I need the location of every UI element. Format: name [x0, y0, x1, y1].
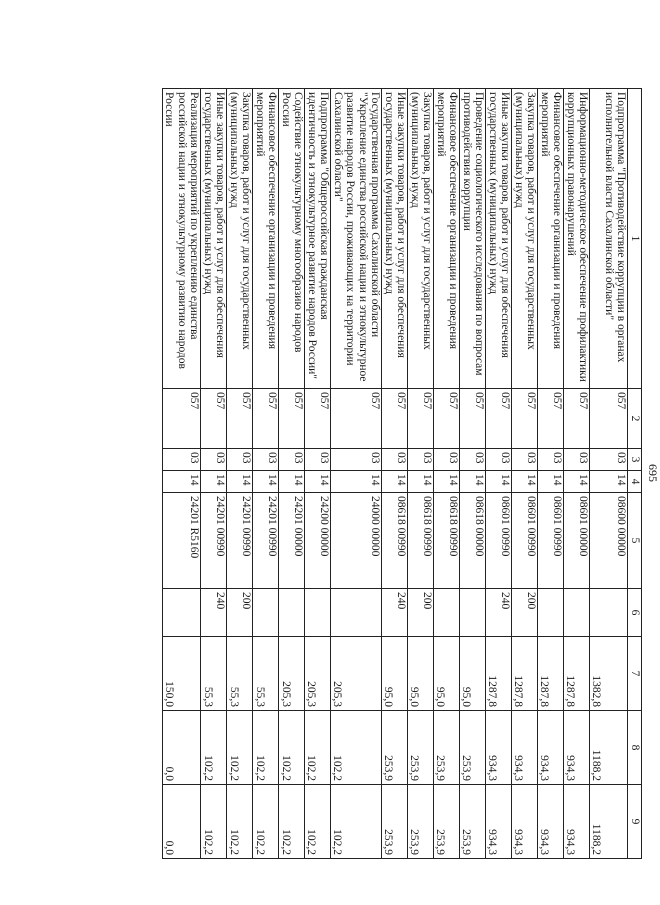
cell-amount-7: 55,3: [201, 637, 227, 711]
row-name: Подпрограмма "Противодействие коррупции в органах исполнительной власти Сахалинской области": [590, 89, 628, 389]
cell-amount-7: 1287,8: [564, 637, 590, 711]
cell-subsection: 14: [408, 471, 434, 493]
table-row: [564, 89, 590, 859]
cell-amount-9: 102,2: [201, 785, 227, 859]
row-name: Иные закупки товаров, работ и услуг для обеспечения государственных (муниципальных) нужд: [201, 89, 227, 389]
cell-subsection: 14: [253, 471, 279, 493]
cell-amount-8: 934,3: [486, 711, 512, 785]
cell-expense-type: [305, 589, 331, 637]
cell-amount-7: 1287,8: [486, 637, 512, 711]
row-name: Финансовое обеспечение организации и проведения мероприятий: [538, 89, 564, 389]
cell-amount-9: 102,2: [227, 785, 253, 859]
table-row: [331, 89, 382, 859]
cell-expense-type: 240: [382, 589, 408, 637]
row-name: Финансовое обеспечение организации и проведения мероприятий: [434, 89, 460, 389]
table-row: [227, 89, 253, 859]
cell-admin-code: 057: [512, 389, 538, 449]
cell-expense-type: 240: [486, 589, 512, 637]
cell-subsection: 14: [538, 471, 564, 493]
cell-subsection: 14: [564, 471, 590, 493]
cell-amount-7: 95,0: [434, 637, 460, 711]
cell-admin-code: 057: [201, 389, 227, 449]
cell-target-article: 08618 00990: [382, 493, 408, 589]
cell-section: 03: [382, 449, 408, 471]
cell-admin-code: 057: [460, 389, 486, 449]
cell-section: 03: [408, 449, 434, 471]
cell-section: 03: [331, 449, 382, 471]
cell-target-article: 24201 00000: [279, 493, 305, 589]
table-row: [382, 89, 408, 859]
cell-amount-9: 253,9: [408, 785, 434, 859]
cell-section: 03: [227, 449, 253, 471]
row-name: Информационно-методическое обеспечение профилактики коррупционных правонарушений: [564, 89, 590, 389]
cell-subsection: 14: [486, 471, 512, 493]
row-name: Закупка товаров, работ и услуг для государственных (муниципальных) нужд: [227, 89, 253, 389]
cell-admin-code: 057: [564, 389, 590, 449]
cell-expense-type: [434, 589, 460, 637]
cell-amount-7: 55,3: [253, 637, 279, 711]
cell-subsection: 14: [434, 471, 460, 493]
cell-target-article: 24201 00990: [227, 493, 253, 589]
cell-amount-8: 102,2: [253, 711, 279, 785]
cell-amount-7: 205,3: [305, 637, 331, 711]
header-cell: 9: [628, 785, 642, 859]
table-header-row: [628, 89, 642, 859]
cell-amount-8: 253,9: [434, 711, 460, 785]
rotated-page-content: [60, 88, 660, 858]
cell-amount-9: 102,2: [331, 785, 382, 859]
cell-amount-7: 1287,8: [512, 637, 538, 711]
header-cell: 6: [628, 589, 642, 637]
cell-amount-7: 150,0: [162, 637, 200, 711]
cell-amount-8: 102,2: [279, 711, 305, 785]
cell-subsection: 14: [331, 471, 382, 493]
table-row: [408, 89, 434, 859]
cell-target-article: 08600 00000: [590, 493, 628, 589]
cell-amount-9: 1188,2: [590, 785, 628, 859]
row-name: Иные закупки товаров, работ и услуг для обеспечения государственных (муниципальных) нужд: [486, 89, 512, 389]
cell-subsection: 14: [201, 471, 227, 493]
cell-subsection: 14: [512, 471, 538, 493]
cell-target-article: 24201 00990: [201, 493, 227, 589]
cell-section: 03: [538, 449, 564, 471]
cell-amount-9: 253,9: [460, 785, 486, 859]
cell-admin-code: 057: [227, 389, 253, 449]
cell-subsection: 14: [305, 471, 331, 493]
cell-amount-8: 253,9: [460, 711, 486, 785]
cell-subsection: 14: [460, 471, 486, 493]
cell-section: 03: [253, 449, 279, 471]
cell-expense-type: [331, 589, 382, 637]
cell-expense-type: [162, 589, 200, 637]
cell-amount-7: 1287,8: [538, 637, 564, 711]
cell-subsection: 14: [279, 471, 305, 493]
cell-section: 03: [434, 449, 460, 471]
cell-admin-code: 057: [590, 389, 628, 449]
table-row: [460, 89, 486, 859]
cell-admin-code: 057: [279, 389, 305, 449]
cell-amount-7: 55,3: [227, 637, 253, 711]
cell-amount-9: 934,3: [538, 785, 564, 859]
cell-admin-code: 057: [408, 389, 434, 449]
table-row: [590, 89, 628, 859]
cell-target-article: 24200 00000: [305, 493, 331, 589]
cell-expense-type: 240: [201, 589, 227, 637]
row-name: Финансовое обеспечение организации и проведения мероприятий: [253, 89, 279, 389]
cell-amount-8: 102,2: [227, 711, 253, 785]
row-name: Закупка товаров, работ и услуг для государственных (муниципальных) нужд: [512, 89, 538, 389]
cell-amount-8: 102,2: [331, 711, 382, 785]
cell-amount-8: 0,0: [162, 711, 200, 785]
table-row: [538, 89, 564, 859]
cell-amount-8: 1188,2: [590, 711, 628, 785]
cell-section: 03: [590, 449, 628, 471]
cell-admin-code: 057: [382, 389, 408, 449]
cell-amount-8: 253,9: [382, 711, 408, 785]
cell-amount-7: 95,0: [408, 637, 434, 711]
cell-subsection: 14: [227, 471, 253, 493]
cell-amount-9: 102,2: [253, 785, 279, 859]
cell-admin-code: 057: [486, 389, 512, 449]
cell-amount-9: 102,2: [279, 785, 305, 859]
table-row: [434, 89, 460, 859]
cell-section: 03: [512, 449, 538, 471]
cell-amount-9: 102,2: [305, 785, 331, 859]
cell-subsection: 14: [382, 471, 408, 493]
table-row: [253, 89, 279, 859]
cell-admin-code: 057: [305, 389, 331, 449]
row-name: Проведение социологического исследования по вопросам противодействия коррупции: [460, 89, 486, 389]
table-row: [512, 89, 538, 859]
cell-amount-9: 934,3: [564, 785, 590, 859]
cell-expense-type: [253, 589, 279, 637]
cell-amount-9: 0,0: [162, 785, 200, 859]
header-cell: 5: [628, 493, 642, 589]
header-cell: 3: [628, 449, 642, 471]
table-row: [279, 89, 305, 859]
header-cell: 7: [628, 637, 642, 711]
cell-amount-9: 934,3: [512, 785, 538, 859]
cell-subsection: 14: [162, 471, 200, 493]
cell-expense-type: 200: [512, 589, 538, 637]
cell-expense-type: [538, 589, 564, 637]
cell-section: 03: [460, 449, 486, 471]
cell-amount-9: 253,9: [434, 785, 460, 859]
header-cell: 8: [628, 711, 642, 785]
cell-target-article: 08601 00990: [486, 493, 512, 589]
cell-section: 03: [564, 449, 590, 471]
cell-target-article: 08601 00000: [564, 493, 590, 589]
row-name: Подпрограмма "Общероссийская гражданская идентичность и этнокультурное развитие народов России": [305, 89, 331, 389]
cell-section: 03: [486, 449, 512, 471]
cell-amount-9: 934,3: [486, 785, 512, 859]
cell-admin-code: 057: [253, 389, 279, 449]
cell-target-article: 08618 00990: [408, 493, 434, 589]
budget-table: [162, 88, 642, 859]
cell-subsection: 14: [590, 471, 628, 493]
header-cell: 1: [628, 89, 642, 389]
table-row: [486, 89, 512, 859]
page-number: 695: [646, 464, 660, 482]
header-cell: 4: [628, 471, 642, 493]
cell-target-article: 24000 00000: [331, 493, 382, 589]
cell-expense-type: [460, 589, 486, 637]
cell-amount-8: 102,2: [201, 711, 227, 785]
row-name: Содействие этнокультурному многообразию народов России: [279, 89, 305, 389]
cell-expense-type: [279, 589, 305, 637]
table-row: [201, 89, 227, 859]
cell-amount-7: 1382,8: [590, 637, 628, 711]
cell-expense-type: [564, 589, 590, 637]
cell-expense-type: 200: [408, 589, 434, 637]
header-cell: 2: [628, 389, 642, 449]
table-row: [162, 89, 200, 859]
cell-target-article: 24201 R5160: [162, 493, 200, 589]
cell-admin-code: 057: [538, 389, 564, 449]
cell-section: 03: [201, 449, 227, 471]
cell-amount-7: 205,3: [279, 637, 305, 711]
cell-section: 03: [279, 449, 305, 471]
cell-expense-type: 200: [227, 589, 253, 637]
cell-target-article: 08601 00990: [512, 493, 538, 589]
cell-amount-8: 934,3: [564, 711, 590, 785]
cell-section: 03: [305, 449, 331, 471]
cell-amount-8: 934,3: [512, 711, 538, 785]
cell-amount-8: 253,9: [408, 711, 434, 785]
cell-section: 03: [162, 449, 200, 471]
cell-amount-7: 205,3: [331, 637, 382, 711]
cell-target-article: 08618 00990: [434, 493, 460, 589]
table-row: [305, 89, 331, 859]
cell-target-article: 08601 00990: [538, 493, 564, 589]
cell-admin-code: 057: [331, 389, 382, 449]
cell-expense-type: [590, 589, 628, 637]
cell-admin-code: 057: [434, 389, 460, 449]
row-name: Закупка товаров, работ и услуг для государственных (муниципальных) нужд: [408, 89, 434, 389]
row-name: Государственная программа Сахалинской области "Укрепление единства российской нации и этнокультурное развитие народов России, проживающих на территории Сахалинской области": [331, 89, 382, 389]
cell-amount-8: 934,3: [538, 711, 564, 785]
cell-amount-7: 95,0: [460, 637, 486, 711]
cell-amount-7: 95,0: [382, 637, 408, 711]
row-name: Реализация мероприятий по укреплению единства российской нации и этнокультурному развитию народов России: [162, 89, 200, 389]
cell-target-article: 24201 00990: [253, 493, 279, 589]
row-name: Иные закупки товаров, работ и услуг для обеспечения государственных (муниципальных) нужд: [382, 89, 408, 389]
cell-admin-code: 057: [162, 389, 200, 449]
cell-target-article: 08618 00000: [460, 493, 486, 589]
cell-amount-9: 253,9: [382, 785, 408, 859]
cell-amount-8: 102,2: [305, 711, 331, 785]
